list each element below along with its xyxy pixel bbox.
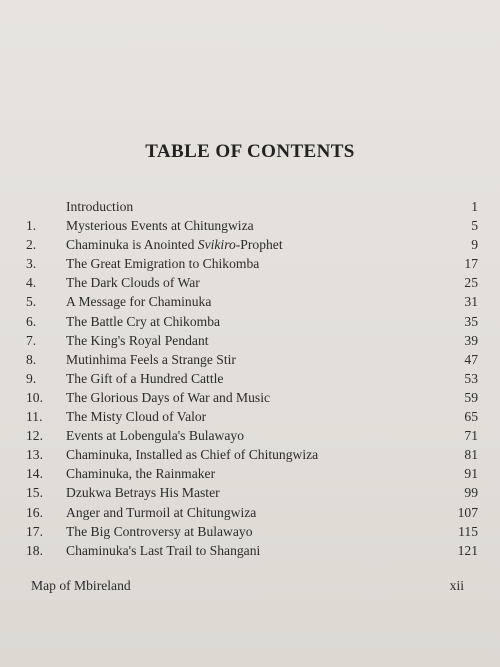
toc-page-number: 65: [464, 409, 478, 425]
toc-row: [26, 312, 478, 331]
toc-page-number: xii: [449, 578, 464, 593]
toc-page-number: 115: [458, 523, 478, 539]
toc-entry-title: Chaminuka, Installed as Chief of Chitungwiza: [66, 447, 319, 463]
chapter-number: 16.: [26, 504, 43, 520]
chapter-number: 3.: [26, 256, 37, 272]
toc-row: [26, 445, 478, 464]
toc-row: [26, 388, 478, 407]
toc-page-number: 53: [464, 370, 478, 386]
chapter-number: 17.: [26, 523, 43, 539]
toc-entry-title: Events at Lobengula's Bulawayo: [66, 428, 244, 444]
toc-entry-title: Anger and Turmoil at Chitungwiza: [66, 504, 257, 520]
page-title: TABLE OF CONTENTS: [145, 141, 355, 162]
toc-page-number: 59: [464, 389, 478, 405]
chapter-number: 12.: [26, 428, 43, 444]
toc-entry-title: Mysterious Events at Chitungwiza: [66, 218, 254, 234]
toc-page-number: 121: [457, 542, 478, 558]
toc-row: [26, 464, 478, 483]
toc-entry-title: The King's Royal Pendant: [66, 332, 209, 348]
toc-entry-title: The Glorious Days of War and Music: [66, 389, 271, 405]
toc-row-map: [31, 576, 464, 596]
toc-page-number: 39: [464, 332, 478, 348]
chapter-number: 7.: [26, 332, 37, 348]
toc-row: [26, 331, 478, 350]
toc-entry-title: A Message for Chaminuka: [66, 294, 212, 310]
toc-entry-title: The Big Controversy at Bulawayo: [66, 523, 253, 539]
title-part: Chaminuka is Anointed: [66, 237, 198, 253]
toc-entry-title: Map of Mbireland: [31, 578, 131, 593]
toc-row: [26, 254, 478, 273]
toc-entry-title: Chaminuka's Last Trail to Shangani: [66, 542, 261, 558]
toc-row-introduction: [26, 197, 478, 216]
toc-row: [26, 216, 478, 235]
toc-row: [26, 350, 478, 369]
toc-row: [26, 483, 478, 502]
toc-page-number: 17: [464, 256, 478, 272]
toc-row: [26, 292, 478, 311]
toc-row: [26, 503, 478, 522]
chapter-number: 18.: [26, 542, 43, 558]
toc-page-number: 47: [464, 351, 478, 367]
chapter-number: 2.: [26, 237, 37, 253]
table-of-contents: [26, 197, 478, 560]
toc-page-number: 91: [464, 466, 478, 482]
chapter-number: 11.: [26, 409, 43, 425]
title-part: -Prophet: [235, 237, 283, 253]
toc-row: [26, 522, 478, 541]
chapter-number: 14.: [26, 466, 43, 482]
toc-page-number: 9: [471, 237, 478, 253]
toc-row: [26, 541, 478, 560]
chapter-number: 8.: [26, 351, 37, 367]
chapter-number: 4.: [26, 275, 37, 291]
chapter-number: 15.: [26, 485, 43, 501]
toc-page-number: 25: [464, 275, 478, 291]
toc-page-number: 1: [471, 199, 478, 214]
toc-entry-title: Mutinhima Feels a Strange Stir: [66, 351, 236, 367]
toc-row: [26, 369, 478, 388]
chapter-number: 10.: [26, 389, 43, 405]
toc-entry-title: The Misty Cloud of Valor: [66, 409, 207, 425]
toc-page-number: 35: [464, 313, 478, 329]
toc-page-number: 81: [464, 447, 478, 463]
chapter-number: 1.: [26, 218, 37, 234]
toc-entry-title: [66, 235, 283, 254]
toc-entry-title: Introduction: [66, 199, 134, 214]
title-emphasis: Svikiro: [197, 237, 236, 253]
toc-entry-title: The Battle Cry at Chikomba: [66, 313, 221, 329]
toc-page-number: 99: [464, 485, 478, 501]
toc-entry-title: The Dark Clouds of War: [66, 275, 200, 291]
toc-entry-title: Chaminuka, the Rainmaker: [66, 466, 216, 482]
toc-page-number: 31: [464, 294, 478, 310]
toc-row: [26, 407, 478, 426]
toc-entry-title: Dzukwa Betrays His Master: [66, 485, 220, 501]
chapter-number: 6.: [26, 313, 37, 329]
chapter-number: 5.: [26, 294, 37, 310]
toc-page-number: 107: [457, 504, 478, 520]
toc-row: [26, 235, 478, 254]
chapter-number: 13.: [26, 447, 43, 463]
toc-entry-title: The Gift of a Hundred Cattle: [66, 370, 224, 386]
toc-row: [26, 273, 478, 292]
chapter-number: 9.: [26, 370, 37, 386]
toc-page-number: 71: [464, 428, 478, 444]
toc-row: [26, 426, 478, 445]
toc-page-number: 5: [471, 218, 478, 234]
toc-entry-title: The Great Emigration to Chikomba: [66, 256, 260, 272]
